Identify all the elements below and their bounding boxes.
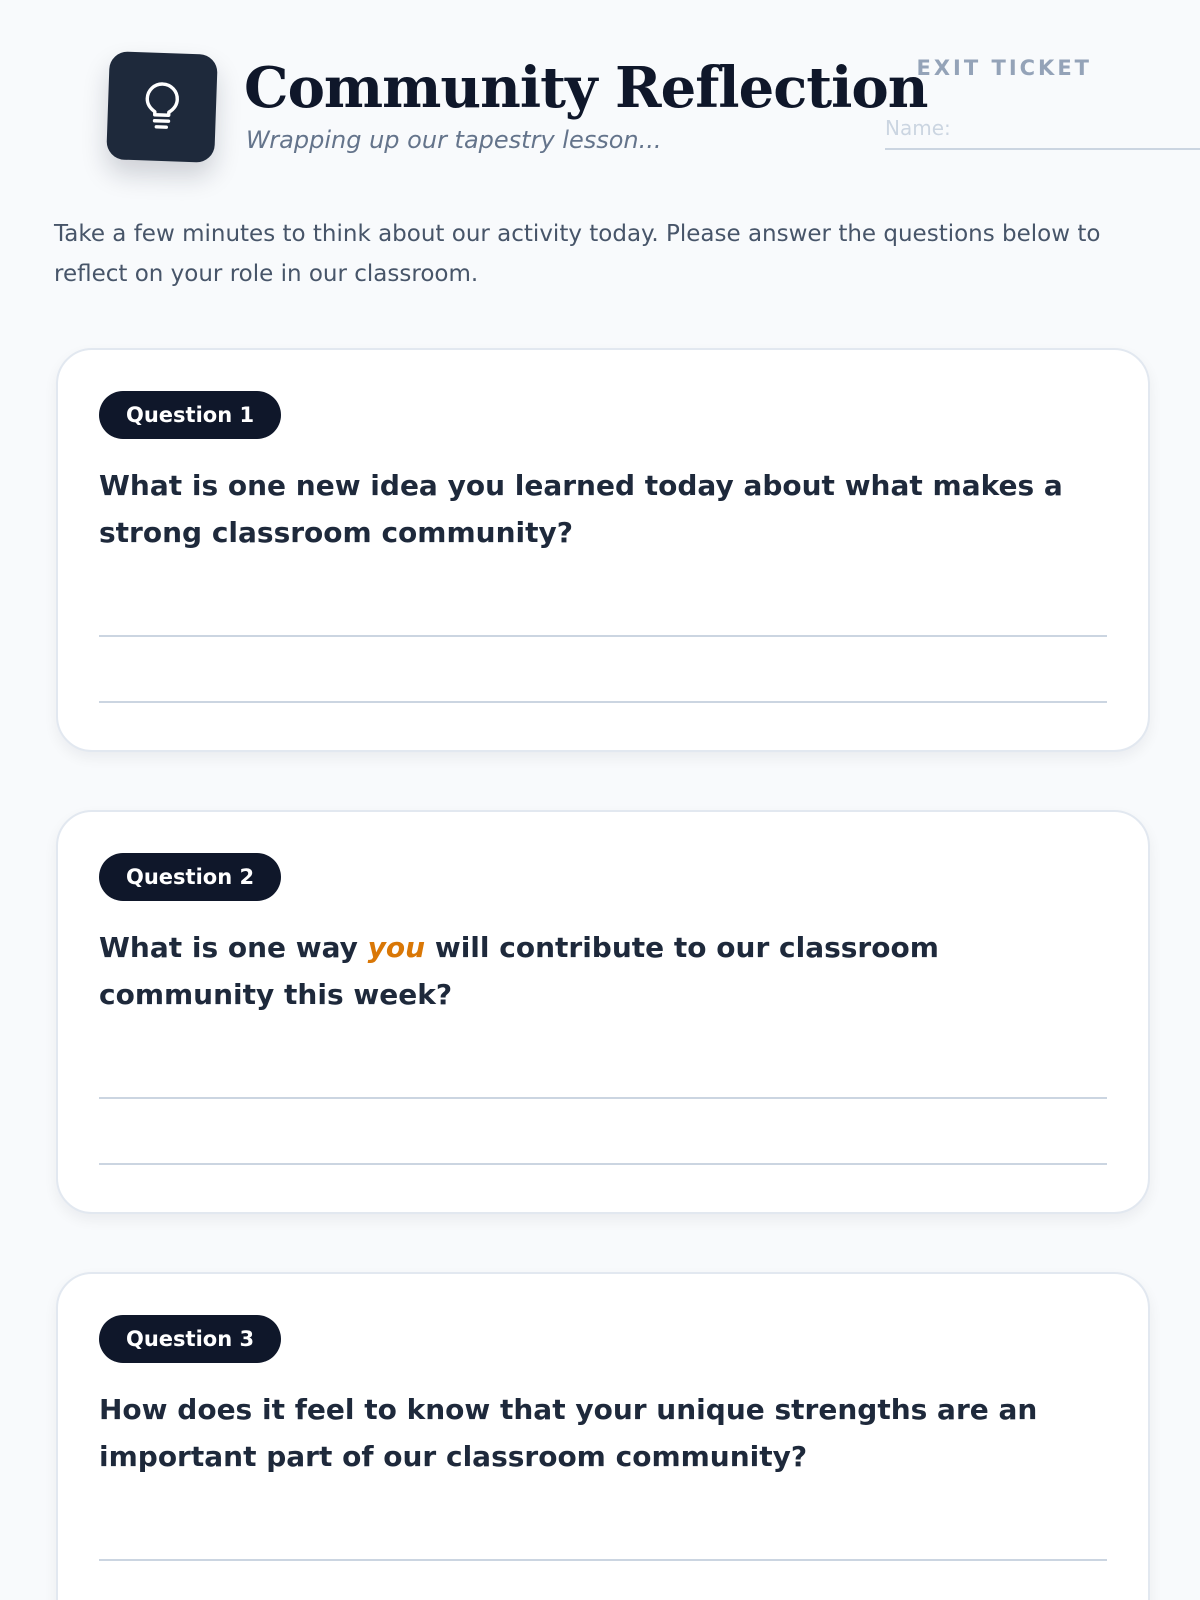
question-emphasis: you [367, 931, 426, 964]
answer-line[interactable] [99, 635, 1107, 637]
answer-line[interactable] [99, 701, 1107, 703]
question-text-end: will contribute to our classroom community this week? [99, 931, 939, 1011]
name-field[interactable] [885, 108, 1200, 150]
page-title: Community Reflection [244, 55, 928, 121]
page-subtitle: Wrapping up our tapestry lesson... [246, 126, 662, 154]
question-badge: Question 3 [99, 1315, 281, 1363]
header [54, 0, 1146, 190]
question-card-2 [56, 810, 1150, 1214]
question-text [99, 924, 1099, 1018]
lightbulb-icon [139, 81, 185, 133]
logo-tile [106, 51, 218, 163]
question-badge: Question 1 [99, 391, 281, 439]
question-card-3 [56, 1272, 1150, 1600]
answer-line[interactable] [99, 1559, 1107, 1561]
answer-line[interactable] [99, 1163, 1107, 1165]
question-text-start: What is one way [99, 931, 368, 964]
question-badge: Question 2 [99, 853, 281, 901]
question-card-1 [56, 348, 1150, 752]
intro-text: Take a few minutes to think about our activity today. Please answer the questions below to reflect on your role in our classroom. [54, 221, 1101, 287]
answer-line[interactable] [99, 1097, 1107, 1099]
question-text: How does it feel to know that your unique strengths are an important part of our classroom community? [99, 1393, 1038, 1473]
question-text: What is one new idea you learned today about what makes a strong classroom community? [99, 469, 1063, 549]
exit-ticket-label: EXIT TICKET [916, 56, 1092, 80]
